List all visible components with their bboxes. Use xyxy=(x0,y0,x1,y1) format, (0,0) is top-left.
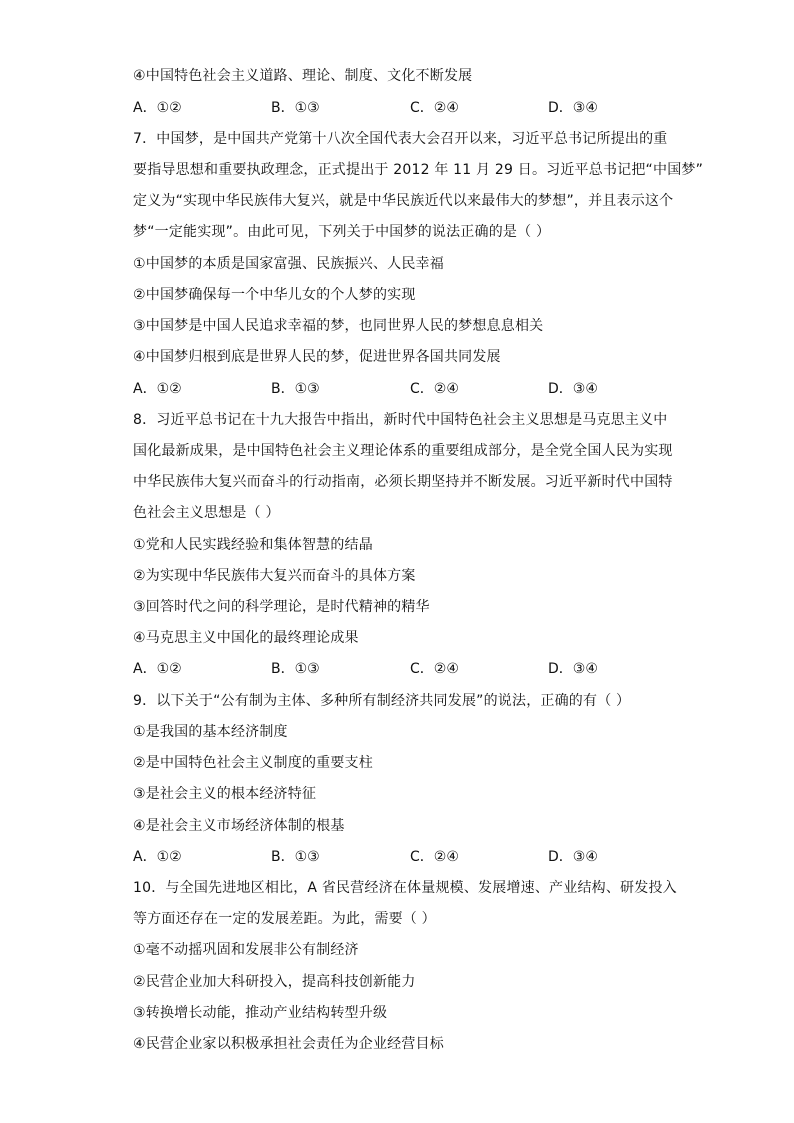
q7-item-3: ③中国梦是中国人民追求幸福的梦，也同世界人民的梦想息息相关 xyxy=(133,318,544,334)
q8-options xyxy=(133,660,693,678)
q10-stem-line-2: 等方面还存在一定的发展差距。为此，需要（ ） xyxy=(133,911,436,927)
q7-stem-line-4: 梦“一定能实现”。由此可见，下列关于中国梦的说法正确的是（ ） xyxy=(133,224,551,240)
q8-stem-line-3: 中华民族伟大复兴而奋斗的行动指南，必须长期坚持并不断发展。习近平新时代中国特 xyxy=(133,474,673,490)
q8-option-b: B．①③ xyxy=(271,661,320,677)
q8-option-d: D．③④ xyxy=(548,661,598,677)
q10-item-1: ①毫不动摇巩固和发展非公有制经济 xyxy=(133,942,359,958)
q7-stem-line-1: 7．中国梦，是中国共产党第十八次全国代表大会召开以来，习近平总书记所提出的重 xyxy=(133,131,668,147)
q6-option-a: A．①② xyxy=(133,100,182,116)
q7-option-c: C．②④ xyxy=(410,381,459,397)
q8-stem-line-1: 8．习近平总书记在十九大报告中指出，新时代中国特色社会主义思想是马克思主义中 xyxy=(133,412,668,428)
q7-item-1: ①中国梦的本质是国家富强、民族振兴、人民幸福 xyxy=(133,256,444,272)
q9-options xyxy=(133,848,693,866)
q10-stem-line-1: 10．与全国先进地区相比，A 省民营经济在体量规模、发展增速、产业结构、研发投入 xyxy=(133,880,677,896)
q9-option-c: C．②④ xyxy=(410,849,459,865)
q7-item-4: ④中国梦归根到底是世界人民的梦，促进世界各国共同发展 xyxy=(133,349,501,365)
q7-item-2: ②中国梦确保每一个中华儿女的个人梦的实现 xyxy=(133,287,416,303)
q9-item-3: ③是社会主义的根本经济特征 xyxy=(133,786,317,802)
q6-option-b: B．①③ xyxy=(271,100,320,116)
q6-item-4: ④中国特色社会主义道路、理论、制度、文化不断发展 xyxy=(133,68,473,84)
q9-item-1: ①是我国的基本经济制度 xyxy=(133,724,288,740)
q10-item-2: ②民营企业加大科研投入，提高科技创新能力 xyxy=(133,974,416,990)
q8-item-3: ③回答时代之问的科学理论，是时代精神的精华 xyxy=(133,599,430,615)
q7-option-a: A．①② xyxy=(133,381,182,397)
q9-option-b: B．①③ xyxy=(271,849,320,865)
q9-item-4: ④是社会主义市场经济体制的根基 xyxy=(133,818,345,834)
q7-option-d: D．③④ xyxy=(548,381,598,397)
q7-options xyxy=(133,380,693,398)
q8-stem-line-2: 国化最新成果，是中国特色社会主义理论体系的重要组成部分，是全党全国人民为实现 xyxy=(133,443,673,459)
q8-stem-line-4: 色社会主义思想是（ ） xyxy=(133,505,280,521)
q6-option-d: D．③④ xyxy=(548,100,598,116)
q7-stem-line-3: 定义为“实现中华民族伟大复兴，就是中华民族近代以来最伟大的梦想”，并且表示这个 xyxy=(133,193,674,209)
q9-stem-line-1: 9．以下关于“公有制为主体、多种所有制经济共同发展”的说法，正确的有（ ） xyxy=(133,693,631,709)
q9-option-d: D．③④ xyxy=(548,849,598,865)
q8-item-1: ①党和人民实践经验和集体智慧的结晶 xyxy=(133,537,373,553)
q6-option-c: C．②④ xyxy=(410,100,459,116)
q7-option-b: B．①③ xyxy=(271,381,320,397)
q9-item-2: ②是中国特色社会主义制度的重要支柱 xyxy=(133,755,373,771)
q7-stem-line-2: 要指导思想和重要执政理念，正式提出于 2012 年 11 月 29 日。习近平总书记把“中国梦” xyxy=(133,162,704,178)
q8-item-4: ④马克思主义中国化的最终理论成果 xyxy=(133,630,359,646)
q10-item-4: ④民营企业家以积极承担社会责任为企业经营目标 xyxy=(133,1036,444,1052)
q9-option-a: A．①② xyxy=(133,849,182,865)
q8-option-a: A．①② xyxy=(133,661,182,677)
q8-option-c: C．②④ xyxy=(410,661,459,677)
q10-item-3: ③转换增长动能，推动产业结构转型升级 xyxy=(133,1005,388,1021)
q8-item-2: ②为实现中华民族伟大复兴而奋斗的具体方案 xyxy=(133,568,416,584)
q6-options xyxy=(133,99,693,117)
